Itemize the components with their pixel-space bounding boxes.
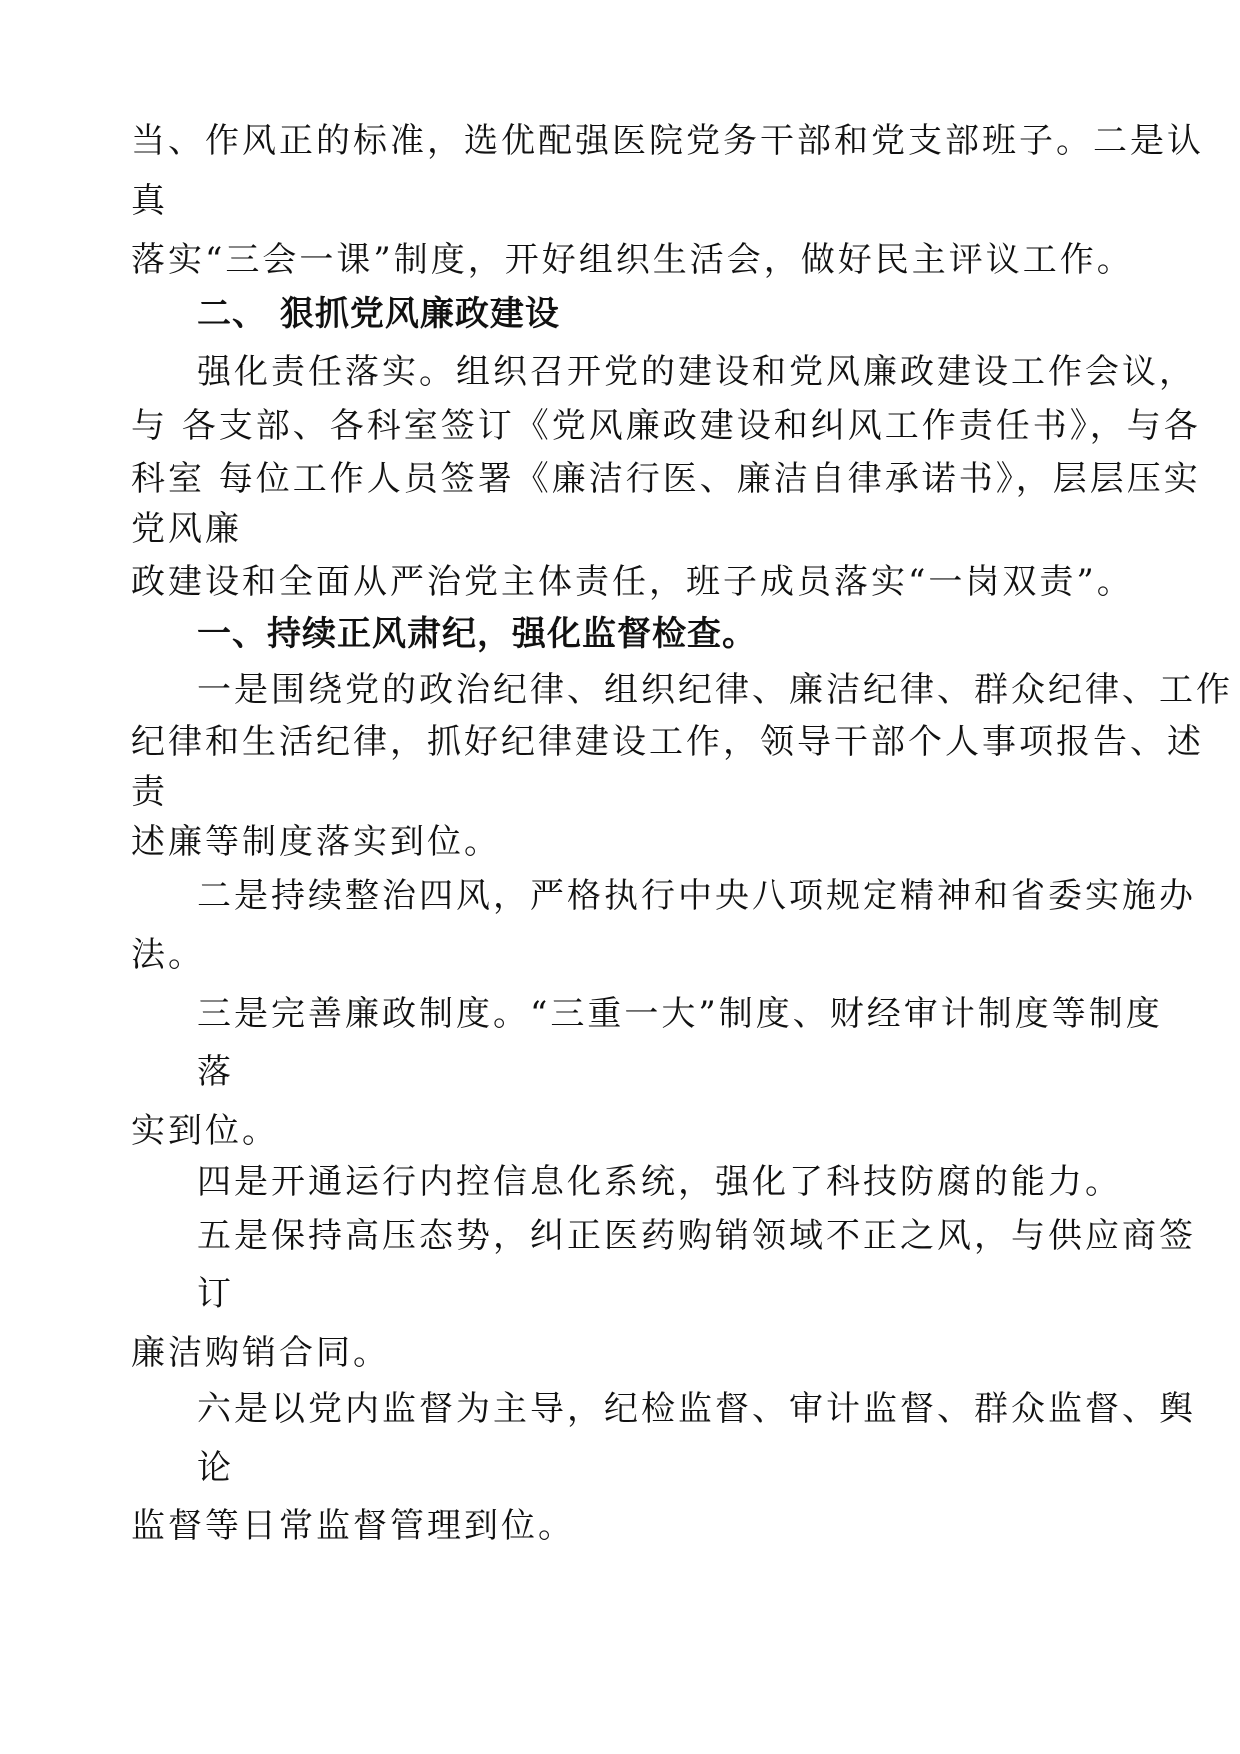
body-text-line: 与 各支部、各科室签订《党风廉政建设和纠风工作责任书》，与各 — [131, 406, 1201, 446]
body-text-line: 强化责任落实。组织召开党的建设和党风廉政建设工作会议， — [197, 352, 1196, 392]
body-text-line: 党风廉 — [131, 509, 242, 549]
body-text-line: 订 — [197, 1274, 234, 1314]
body-text-line: 科室 每位工作人员签署《廉洁行医、廉洁自律承诺书》，层层压实 — [131, 459, 1201, 499]
section-heading: 二、 狠抓党风廉政建设 — [197, 294, 560, 334]
body-text-line: 法。 — [131, 935, 205, 975]
body-text-line: 述廉等制度落实到位。 — [131, 822, 501, 862]
body-text-line: 廉洁购销合同。 — [131, 1333, 390, 1373]
body-text-line: 六是以党内监督为主导，纪检监督、审计监督、群众监督、舆 — [197, 1389, 1196, 1429]
body-text-line: 落实“三会一课”制度，开好组织生活会，做好民主评议工作。 — [131, 240, 1134, 280]
body-text-line: 政建设和全面从严治党主体责任，班子成员落实“一岗双责”。 — [131, 562, 1134, 602]
body-text-line: 四是开通运行内控信息化系统，强化了科技防腐的能力。 — [197, 1162, 1122, 1202]
body-text-line: 二是持续整治四风，严格执行中央八项规定精神和省委实施办 — [197, 876, 1196, 916]
body-text-line: 当、作风正的标准，选优配强医院党务干部和党支部班子。二是认 — [131, 121, 1204, 161]
body-text-line: 落 — [197, 1052, 234, 1092]
body-text-line: 五是保持高压态势，纠正医药购销领域不正之风，与供应商签 — [197, 1216, 1196, 1256]
body-text-line: 论 — [197, 1448, 234, 1488]
body-text-line: 纪律和生活纪律，抓好纪律建设工作，领导干部个人事项报告、述 — [131, 722, 1204, 762]
body-text-line: 真 — [131, 181, 168, 221]
body-text-line: 一是围绕党的政治纪律、组织纪律、廉洁纪律、群众纪律、工作 — [197, 670, 1233, 710]
section-heading: 一、持续正风肃纪，强化监督检查。 — [197, 614, 757, 654]
body-text-line: 实到位。 — [131, 1111, 279, 1151]
body-text-line: 监督等日常监督管理到位。 — [131, 1506, 575, 1546]
body-text-line: 三是完善廉政制度。“三重一大”制度、财经审计制度等制度 — [197, 994, 1163, 1034]
body-text-line: 责 — [131, 772, 168, 812]
